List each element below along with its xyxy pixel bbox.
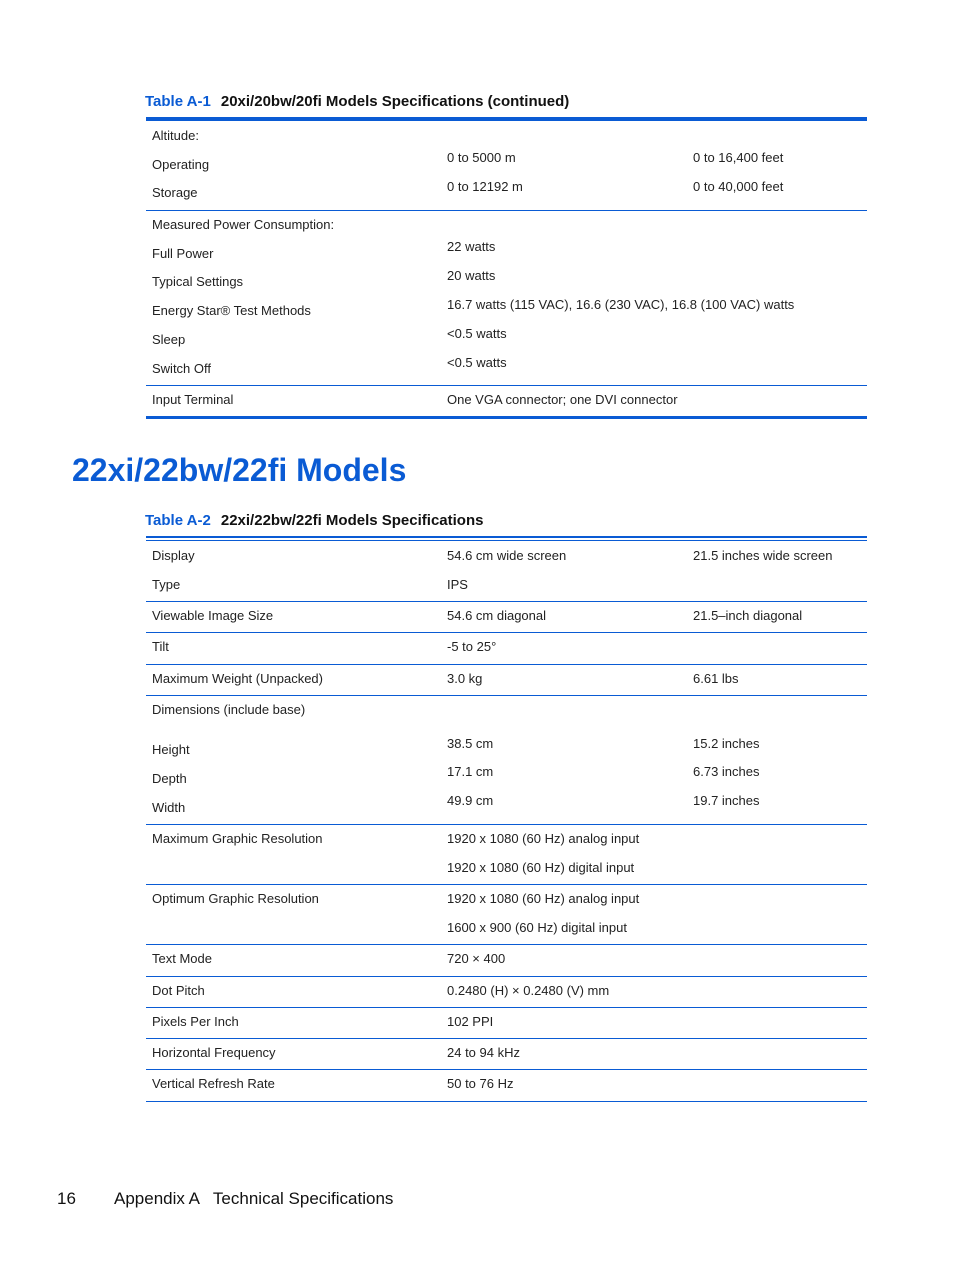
- tilt-value: -5 to 25°: [447, 639, 497, 654]
- text-mode-value: 720 × 400: [447, 951, 506, 966]
- height-metric: 38.5 cm: [447, 736, 494, 751]
- height-imperial: 15.2 inches: [693, 736, 760, 751]
- max-res-analog: 1920 x 1080 (60 Hz) analog input: [447, 831, 640, 846]
- power-off-value: <0.5 watts: [447, 355, 507, 370]
- opt-res-label: Optimum Graphic Resolution: [152, 891, 319, 906]
- row-separator: [146, 664, 867, 665]
- viewable-metric: 54.6 cm diagonal: [447, 608, 547, 623]
- text-mode-label: Text Mode: [152, 951, 212, 966]
- depth-metric: 17.1 cm: [447, 764, 494, 779]
- dimensions-label: Dimensions (include base): [152, 702, 306, 717]
- power-full-label: Full Power: [152, 246, 214, 261]
- altitude-label: Altitude:: [152, 128, 199, 143]
- power-sleep-value: <0.5 watts: [447, 326, 507, 341]
- power-label: Measured Power Consumption:: [152, 217, 335, 232]
- power-sleep-label: Sleep: [152, 332, 186, 347]
- power-typical-value: 20 watts: [447, 268, 496, 283]
- table-a2-title: 22xi/22bw/22fi Models Specifications: [220, 512, 484, 529]
- type-label: Type: [152, 577, 181, 592]
- power-full-value: 22 watts: [447, 239, 496, 254]
- altitude-operating-metric: 0 to 5000 m: [447, 150, 516, 165]
- max-res-label: Maximum Graphic Resolution: [152, 831, 323, 846]
- row-separator: [146, 976, 867, 977]
- dot-pitch-value: 0.2480 (H) × 0.2480 (V) mm: [447, 983, 610, 998]
- power-off-label: Switch Off: [152, 361, 212, 376]
- table-a1-caption: [145, 93, 569, 110]
- width-metric: 49.9 cm: [447, 793, 494, 808]
- display-label: Display: [152, 548, 195, 563]
- hfreq-value: 24 to 94 kHz: [447, 1045, 520, 1060]
- depth-imperial: 6.73 inches: [693, 764, 760, 779]
- weight-imperial: 6.61 lbs: [693, 671, 739, 686]
- max-res-digital: 1920 x 1080 (60 Hz) digital input: [447, 860, 635, 875]
- section-heading: 22xi/22bw/22fi Models: [72, 452, 407, 488]
- altitude-operating-label: Operating: [152, 157, 210, 172]
- row-separator: [146, 944, 867, 945]
- type-value: IPS: [447, 577, 468, 592]
- vrefresh-label: Vertical Refresh Rate: [152, 1076, 275, 1091]
- width-imperial: 19.7 inches: [693, 793, 760, 808]
- power-energy-label: Energy Star® Test Methods: [152, 303, 311, 318]
- altitude-operating-imperial: 0 to 16,400 feet: [693, 150, 784, 165]
- opt-res-analog: 1920 x 1080 (60 Hz) analog input: [447, 891, 640, 906]
- power-typical-label: Typical Settings: [152, 274, 244, 289]
- display-metric: 54.6 cm wide screen: [447, 548, 567, 563]
- table-a2-top-rule: [146, 536, 867, 541]
- depth-label: Depth: [152, 771, 187, 786]
- display-imperial: 21.5 inches wide screen: [693, 548, 833, 563]
- row-separator: [146, 884, 867, 885]
- page-number: 16: [57, 1189, 76, 1208]
- row-separator: [146, 385, 867, 386]
- footer-text: Appendix A Technical Specifications: [114, 1189, 394, 1208]
- table-a2-bottom-rule: [146, 1101, 867, 1102]
- opt-res-digital: 1600 x 900 (60 Hz) digital input: [447, 920, 627, 935]
- dot-pitch-label: Dot Pitch: [152, 983, 205, 998]
- row-separator: [146, 601, 867, 602]
- input-terminal-value: One VGA connector; one DVI connector: [447, 392, 678, 407]
- width-label: Width: [152, 800, 186, 815]
- row-separator: [146, 1038, 867, 1039]
- height-label: Height: [152, 742, 190, 757]
- viewable-imperial: 21.5–inch diagonal: [693, 608, 803, 623]
- input-terminal-label: Input Terminal: [152, 392, 234, 407]
- ppi-value: 102 PPI: [447, 1014, 494, 1029]
- row-separator: [146, 824, 867, 825]
- power-energy-value: 16.7 watts (115 VAC), 16.6 (230 VAC), 16.8 (100 VAC) watts: [447, 297, 795, 312]
- table-a1-title: 20xi/20bw/20fi Models Specifications (continued): [220, 93, 570, 110]
- table-a1-top-rule: [146, 117, 867, 121]
- altitude-storage-label: Storage: [152, 185, 198, 200]
- row-separator: [146, 210, 867, 211]
- weight-metric: 3.0 kg: [447, 671, 483, 686]
- table-a2-caption: [145, 512, 483, 529]
- vrefresh-value: 50 to 76 Hz: [447, 1076, 514, 1091]
- tilt-label: Tilt: [152, 639, 169, 654]
- row-separator: [146, 695, 867, 696]
- table-a1-bottom-rule: [146, 416, 867, 419]
- altitude-storage-metric: 0 to 12192 m: [447, 179, 523, 194]
- viewable-label: Viewable Image Size: [152, 608, 274, 623]
- row-separator: [146, 1007, 867, 1008]
- altitude-storage-imperial: 0 to 40,000 feet: [693, 179, 784, 194]
- row-separator: [146, 1069, 867, 1070]
- weight-label: Maximum Weight (Unpacked): [152, 671, 323, 686]
- table-a2-number: Table A-2: [145, 512, 211, 529]
- row-separator: [146, 632, 867, 633]
- ppi-label: Pixels Per Inch: [152, 1014, 239, 1029]
- hfreq-label: Horizontal Frequency: [152, 1045, 276, 1060]
- table-a1-number: Table A-1: [145, 93, 211, 110]
